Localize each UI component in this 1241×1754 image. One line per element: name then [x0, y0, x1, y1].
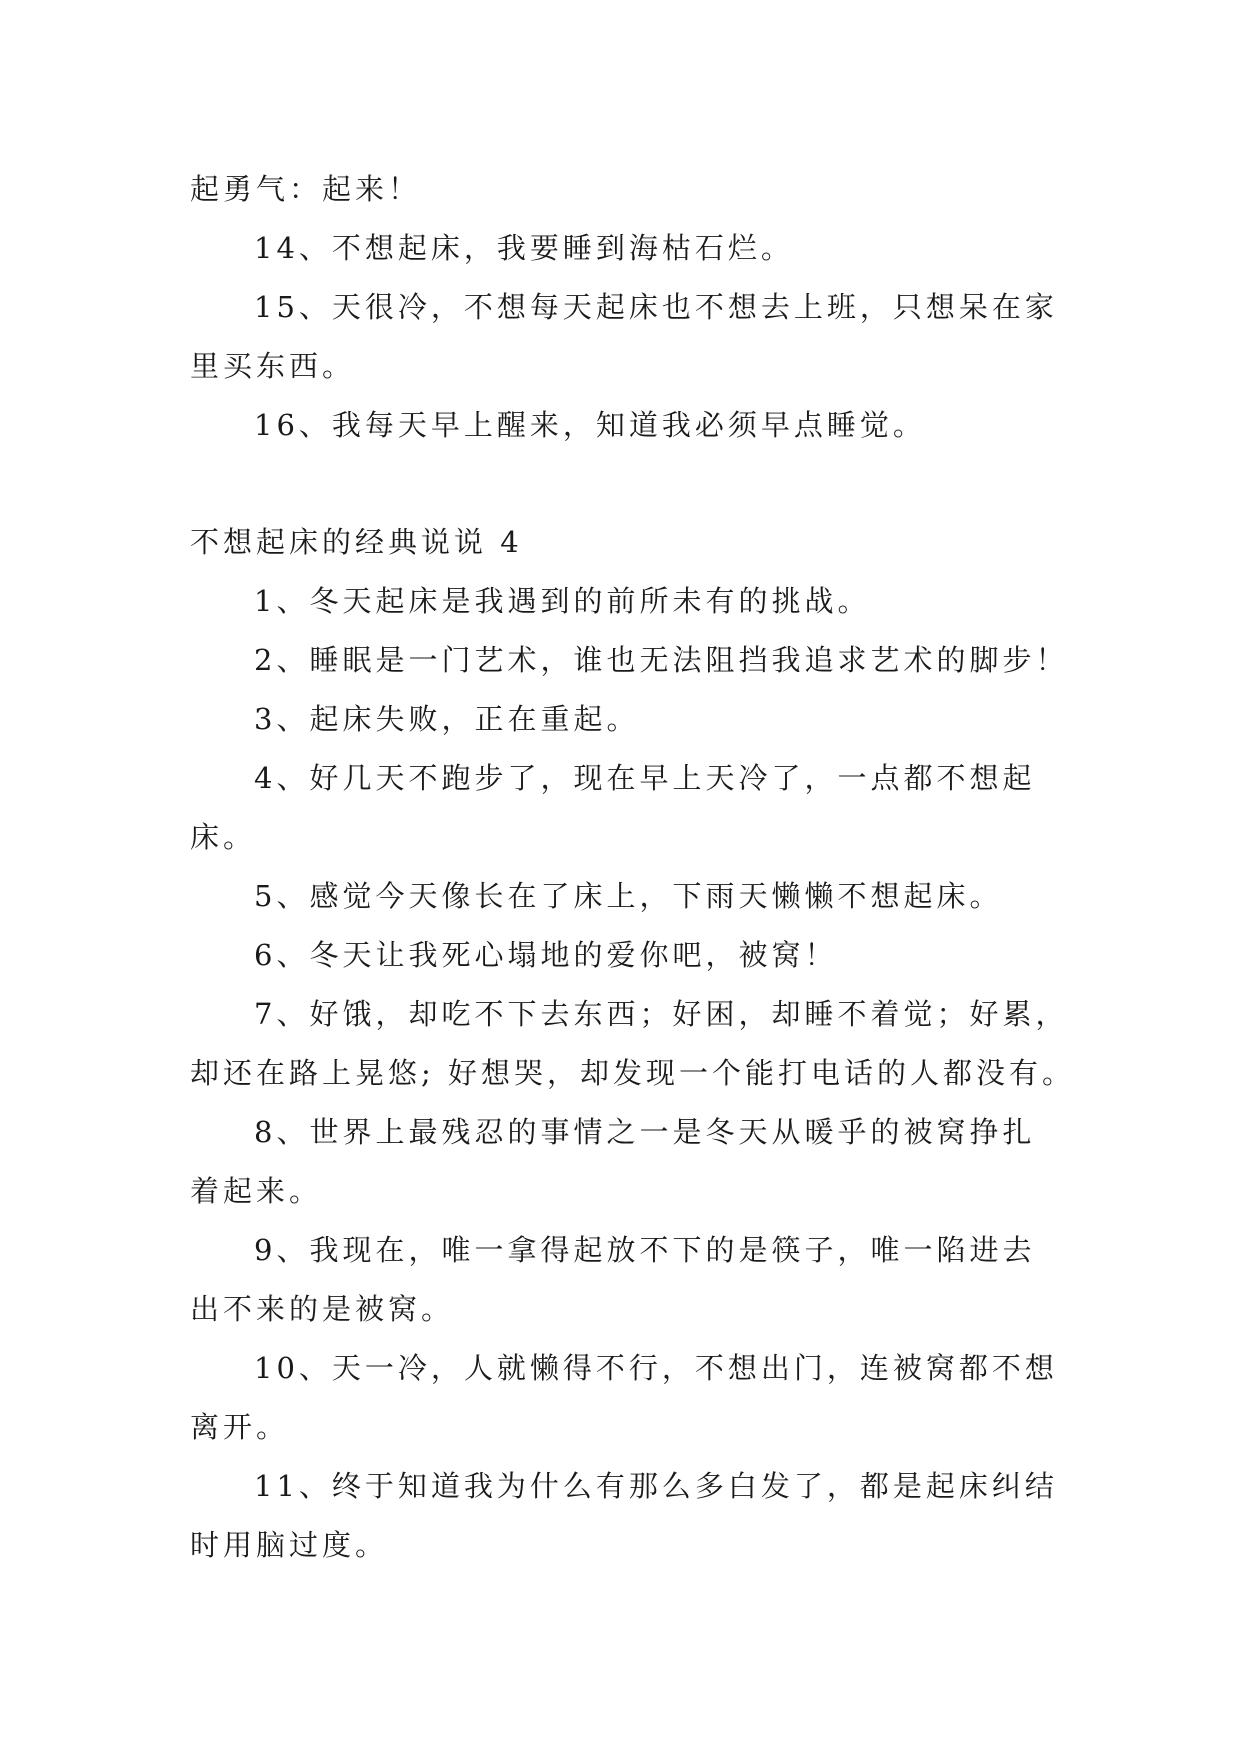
list-item-14: 14、不想起床，我要睡到海枯石烂。 — [254, 231, 794, 265]
section-heading: 不想起床的经典说说 4 — [190, 525, 523, 559]
list-item-4-continuation: 床。 — [190, 820, 257, 854]
list-item-1: 1、冬天起床是我遇到的前所未有的挑战。 — [254, 584, 871, 618]
list-item-4: 4、好几天不跑步了，现在早上天冷了，一点都不想起 — [254, 761, 1036, 795]
paragraph-continuation: 起勇气：起来！ — [190, 172, 422, 206]
list-item-15: 15、天很冷，不想每天起床也不想去上班，只想呆在家 — [254, 290, 1058, 324]
list-item-15-continuation: 里买东西。 — [190, 349, 356, 383]
list-item-2: 2、睡眠是一门艺术，谁也无法阻挡我追求艺术的脚步！ — [254, 643, 1069, 677]
list-item-11: 11、终于知道我为什么有那么多白发了，都是起床纠结 — [254, 1469, 1058, 1503]
list-item-3: 3、起床失败，正在重起。 — [254, 702, 640, 736]
list-item-10-continuation: 离开。 — [190, 1410, 290, 1444]
list-item-16: 16、我每天早上醒来，知道我必须早点睡觉。 — [254, 408, 926, 442]
list-item-8-continuation: 着起来。 — [190, 1174, 323, 1208]
list-item-10: 10、天一冷，人就懒得不行，不想出门，连被窝都不想 — [254, 1351, 1058, 1385]
document-body — [190, 160, 1075, 1575]
list-item-8: 8、世界上最残忍的事情之一是冬天从暖乎的被窝挣扎 — [254, 1115, 1036, 1149]
list-item-9: 9、我现在，唯一拿得起放不下的是筷子，唯一陷进去 — [254, 1233, 1036, 1267]
list-item-7: 7、好饿，却吃不下去东西；好困，却睡不着觉；好累， — [254, 997, 1069, 1031]
list-item-6: 6、冬天让我死心塌地的爱你吧，被窝！ — [254, 938, 838, 972]
list-item-5: 5、感觉今天像长在了床上，下雨天懒懒不想起床。 — [254, 879, 1003, 913]
list-item-7-continuation: 却还在路上晃悠; 好想哭，却发现一个能打电话的人都没有。 — [190, 1056, 1075, 1090]
section-gap — [190, 455, 1060, 513]
list-item-11-continuation: 时用脑过度。 — [190, 1528, 389, 1562]
list-item-9-continuation: 出不来的是被窝。 — [190, 1292, 455, 1326]
